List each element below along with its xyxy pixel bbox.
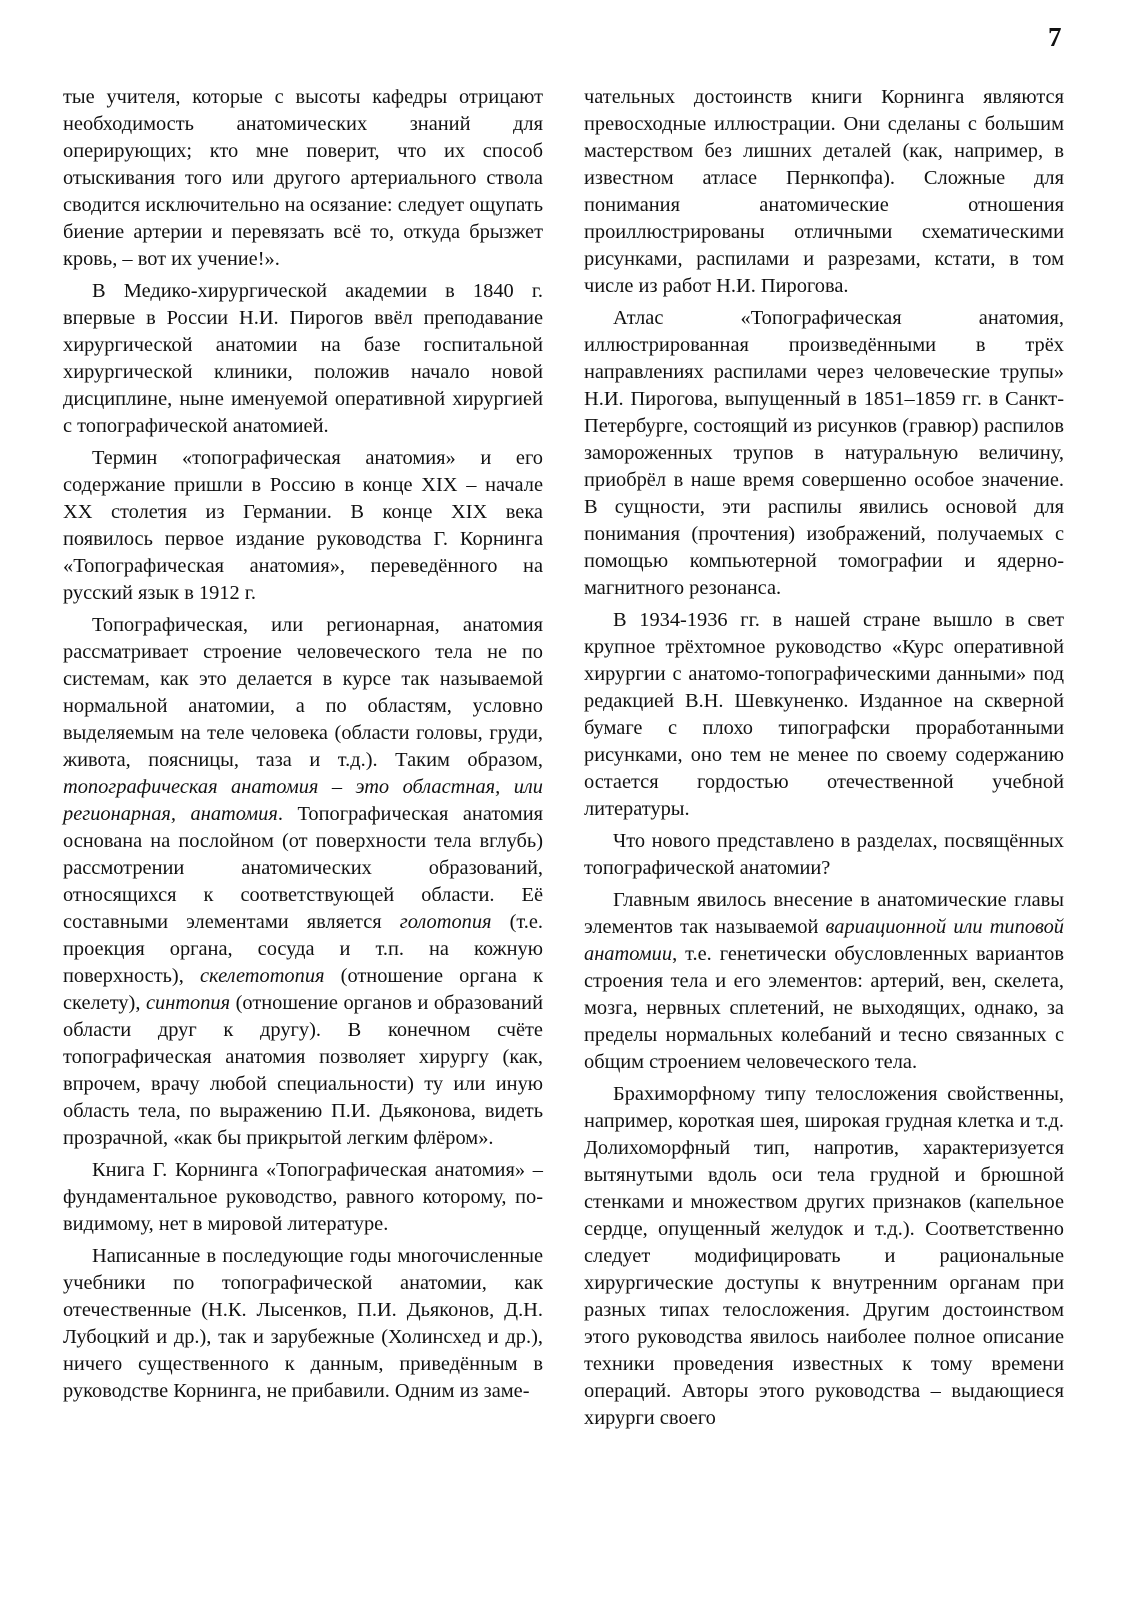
italic-term: вариационной или типовой анатомии <box>584 916 1064 965</box>
text-run: Атлас «Топографическая анатомия, иллюстрированная произведёнными в трёх направлениях распилами через человеческие трупы» Н.И. Пирогова, выпущенный в 1851–1859 гг. в Санкт-Петербурге, состоящий из рисунков (гравюр) распилов замороженных трупов в натуральную величину, приобрёл в наше время совершенно особое значение. В сущности, эти распилы явились основой для понимания (прочтения) изображений, получаемых с помощью компьютерной томографии и ядерно-магнитного резонанса. <box>584 307 1064 599</box>
left-column <box>63 84 543 1410</box>
paragraph-p9 <box>584 607 1064 823</box>
page-number: 7 <box>1048 22 1062 52</box>
paragraph-p5 <box>63 1157 543 1238</box>
italic-term: скелетотопия <box>199 965 325 987</box>
text-run: В 1934-1936 гг. в нашей стране вышло в свет крупное трёхтомное руководство «Курс оперативной хирургии с анатомо-топографическими данными» под редакцией В.Н. Шевкуненко. Изданное на скверной бумаге с плохо типографски проработанными рисунками, оно тем не менее по своему содержанию остается гордостью отечественной учебной литературы. <box>584 609 1064 820</box>
text-run: тые учителя, которые с высоты кафедры отрицают необходимость анатомических знаний для оперирующих; кто мне поверит, что их способ отыскивания того или другого артериального ствола сводится исключительно на осязание: следует ощупать биение артерии и перевязать всё то, откуда брызжет кровь, – вот их учение!». <box>63 86 543 270</box>
paragraph-p6 <box>63 1243 543 1405</box>
text-run: Брахиморфному типу телосложения свойственны, например, короткая шея, широкая грудная клетка и т.д. Долихоморфный тип, напротив, характеризуется вытянутыми вдоль оси тела грудной и брюшной стенками и множеством других признаков (капельное сердце, опущенный желудок и т.д.). Соответственно следует модифицировать и рациональные хирургические доступы к внутренним органам при разных типах телосложения. Другим достоинством этого руководства явилось наиболее полное описание техники проведения известных к тому времени операций. Авторы этого руководства – выдающиеся хирурги своего <box>584 1083 1064 1429</box>
text-run: Топографическая, или регионарная, анатомия рассматривает строение человеческого тела не по системам, как это делается в курсе так называемой нормальной анатомии, а по областям, условно выделяемым на теле человека (области головы, груди, живота, поясницы, таза и т.д.). Таким образом, <box>63 614 543 771</box>
italic-term: голотопия <box>399 911 492 933</box>
text-run: (отношение органа к скелету), <box>63 965 544 1014</box>
italic-term: топографическая анатомия – это областная, или регионарная, анатомия <box>63 776 543 825</box>
text-run: , т.е. генетически обусловленных вариантов строения тела и его элементов: артерий, вен, скелета, мозга, нервных сплетений, не выходящих, однако, за пределы нормальных колебаний и тесно связанных с общим строением человеческого тела. <box>584 943 1064 1073</box>
text-run: (отношение органов и образований области друг к другу). В конечном счёте топографическая анатомия позволяет хирургу (как, впрочем, врачу любой специальности) ту или иную область тела, по выражению П.И. Дьяконова, видеть прозрачной, «как бы прикрытой легким флёром». <box>63 992 543 1149</box>
paragraph-p4 <box>63 612 543 1152</box>
text-run: чательных достоинств книги Корнинга являются превосходные иллюстрации. Они сделаны с большим мастерством без лишних деталей (как, например, в известном атласе Пернкопфа). Сложные для понимания анатомические отношения проиллюстрированы отличными схематическими рисунками, распилами и разрезами, кстати, в том числе из работ Н.И. Пирогова. <box>584 86 1064 297</box>
text-run: (т.е. проекция органа, сосуда и т.п. на кожную поверхность), <box>63 911 544 987</box>
paragraph-p11 <box>584 887 1064 1076</box>
paragraph-p3 <box>63 445 543 607</box>
paragraph-p10 <box>584 828 1064 882</box>
text-run: Термин «топографическая анатомия» и его содержание пришли в Россию в конце XIX – начале XX столетия из Германии. В конце XIX века появилось первое издание руководства Г. Корнинга «Топографическая анатомия», переведённого на русский язык в 1912 г. <box>63 447 543 604</box>
paragraph-p8 <box>584 305 1064 602</box>
text-run: . Топографическая анатомия основана на послойном (от поверхности тела вглубь) рассмотрении анатомических образований, относящихся к соответствующей области. Её составными элементами является <box>63 803 543 933</box>
paragraph-p7 <box>584 84 1064 300</box>
paragraph-p1 <box>63 84 543 273</box>
text-run: Что нового представлено в разделах, посвящённых топографической анатомии? <box>584 830 1064 879</box>
italic-term: синтопия <box>145 992 231 1014</box>
text-run: В Медико-хирургической академии в 1840 г. впервые в России Н.И. Пирогов ввёл преподавание хирургической анатомии на базе госпитальной хирургической клиники, положив начало новой дисциплине, ныне именуемой оперативной хирургией с топографической анатомией. <box>63 280 543 437</box>
paragraph-p2 <box>63 278 543 440</box>
paragraph-p12 <box>584 1081 1064 1432</box>
text-run: Написанные в последующие годы многочисленные учебники по топографической анатомии, как отечественные (Н.К. Лысенков, П.И. Дьяконов, Д.Н. Лубоцкий и др.), так и зарубежные (Холинсхед и др.), ничего существенного к данным, приведённым в руководстве Корнинга, не прибавили. Одним из заме- <box>63 1245 543 1402</box>
right-column <box>584 84 1064 1437</box>
text-run: Книга Г. Корнинга «Топографическая анатомия» – фундаментальное руководство, равного которому, по-видимому, нет в мировой литературе. <box>63 1159 543 1235</box>
text-run: Главным явилось внесение в анатомические главы элементов так называемой <box>584 889 1064 938</box>
